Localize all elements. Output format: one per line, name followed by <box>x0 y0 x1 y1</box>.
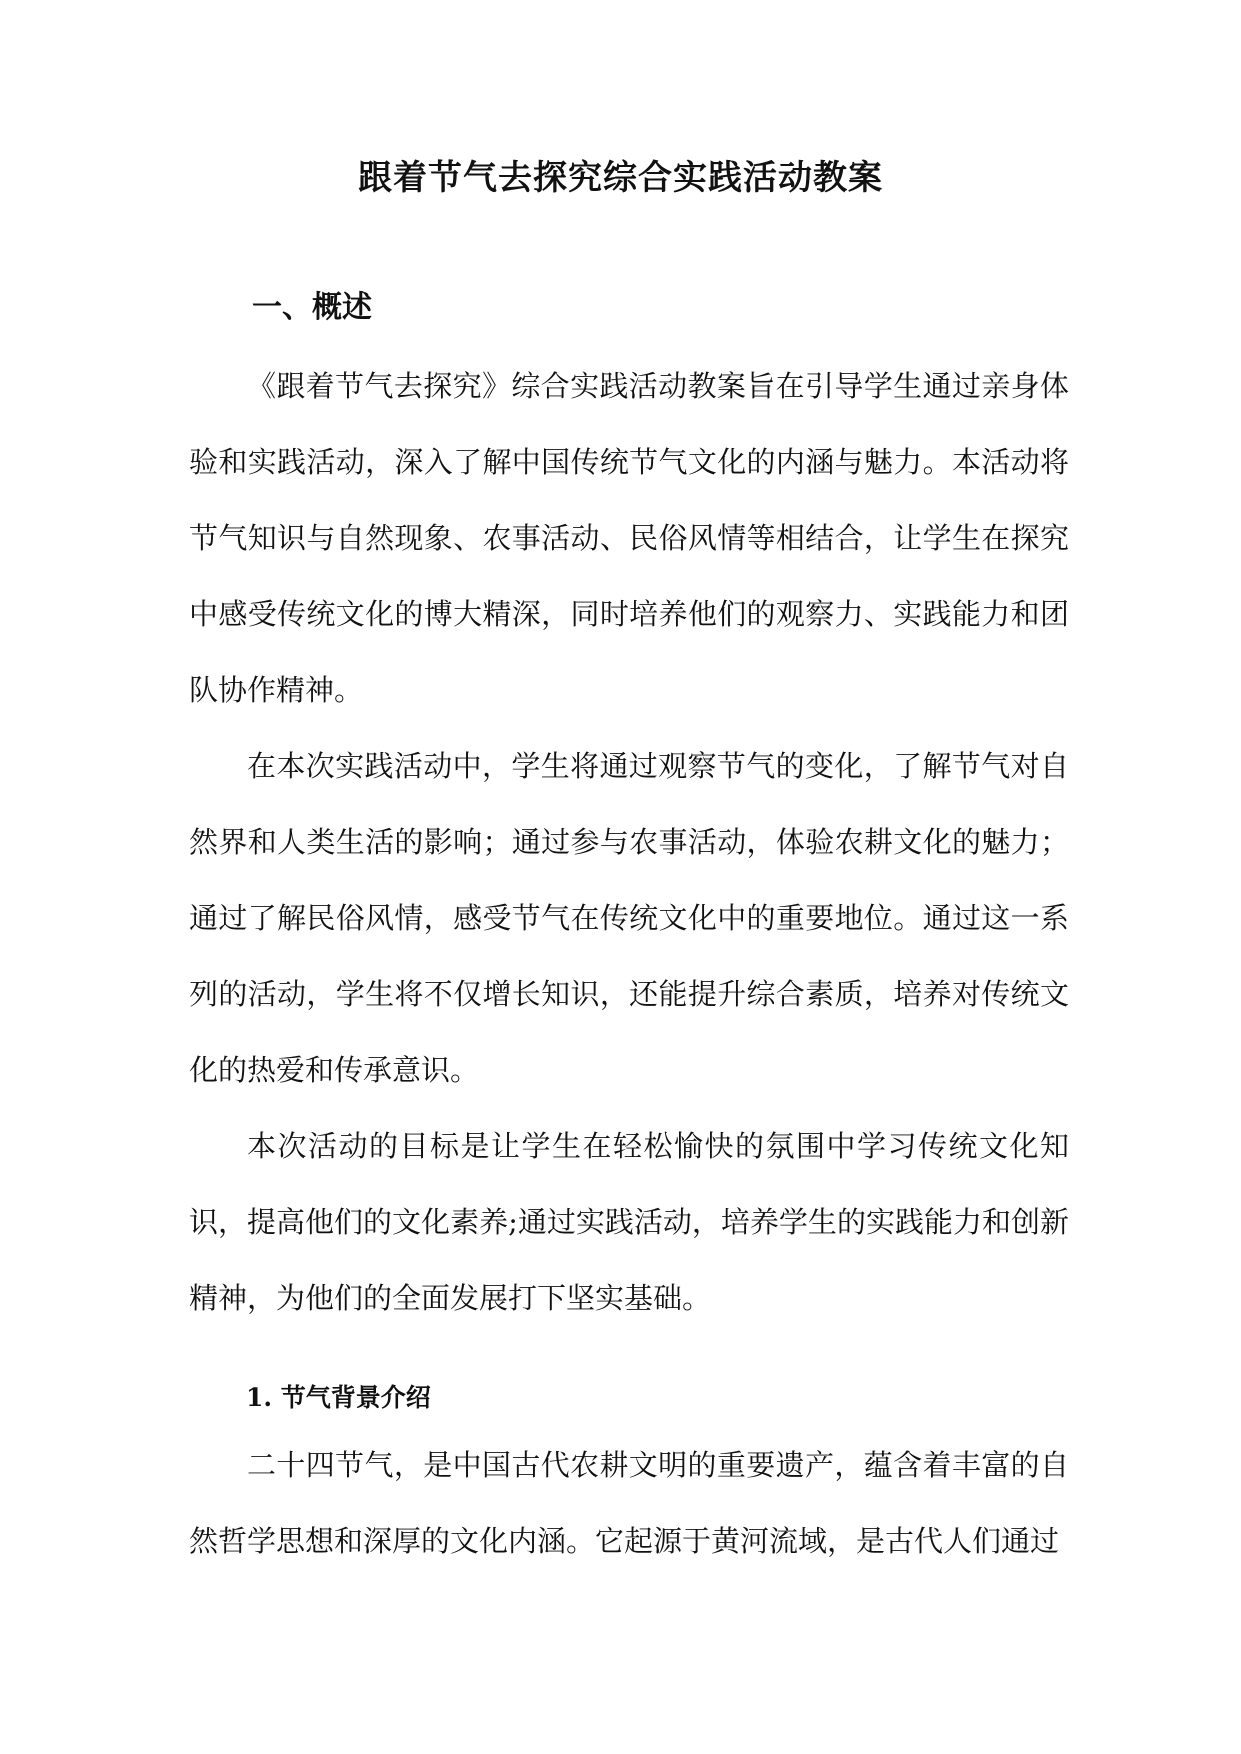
paragraph-background-1: 二十四节气，是中国古代农耕文明的重要遗产，蕴含着丰富的自然哲学思想和深厚的文化内涵。它起源于黄河流域，是古代人们通过 <box>189 1448 1069 1558</box>
section-heading-overview: 一、概述 <box>252 290 372 325</box>
document-title: 跟着节气去探究综合实践活动教案 <box>358 158 883 198</box>
paragraph-overview-2: 在本次实践活动中，学生将通过观察节气的变化，了解节气对自然界和人类生活的影响；通过参与农事活动，体验农耕文化的魅力；通过了解民俗风情，感受节气在传统文化中的重要地位。通过这一系列的活动，学生将不仅增长知识，还能提升综合素质，培养对传统文化的热爱和传承意识。 <box>189 749 1069 1087</box>
paragraph-overview-1: 《跟着节气去探究》综合实践活动教案旨在引导学生通过亲身体验和实践活动，深入了解中国传统节气文化的内涵与魅力。本活动将节气知识与自然现象、农事活动、民俗风情等相结合，让学生在探究中感受传统文化的博大精深，同时培养他们的观察力、实践能力和团队协作精神。 <box>189 369 1069 707</box>
paragraph-overview-3: 本次活动的目标是让学生在轻松愉快的氛围中学习传统文化知识，提高他们的文化素养;通过实践活动，培养学生的实践能力和创新精神，为他们的全面发展打下坚实基础。 <box>189 1129 1069 1315</box>
subsection-heading-background: 1. 节气背景介绍 <box>246 1383 431 1412</box>
